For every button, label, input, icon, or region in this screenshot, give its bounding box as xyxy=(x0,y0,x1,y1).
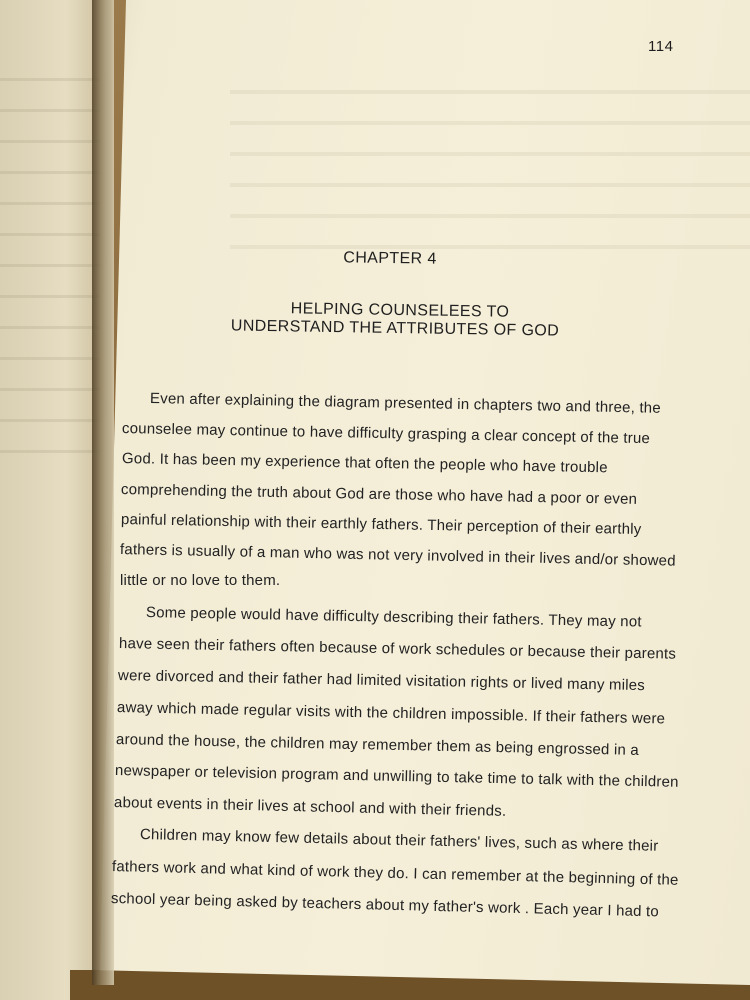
body-line: have seen their fathers often because of work schedules or because their parents xyxy=(118,635,677,663)
body-line: newspaper or television program and unwilling to take time to talk with the children xyxy=(114,762,679,791)
body-line: Even after explaining the diagram presented in chapters two and three, the xyxy=(149,390,662,417)
body-line: school year being asked by teachers about my father's work . Each year I had to xyxy=(110,890,660,921)
body-line: counselee may continue to have difficulty grasping a clear concept of the true xyxy=(121,420,651,448)
body-line: Some people would have difficulty describing their fathers. They may not xyxy=(145,604,642,631)
body-line: about events in their lives at school and with their friends. xyxy=(113,794,507,820)
body-line: God. It has been my experience that often the people who have trouble xyxy=(121,450,608,477)
body-line: painful relationship with their earthly fathers. Their perception of their earthly xyxy=(120,511,642,538)
body-line: little or no love to them. xyxy=(120,572,281,589)
body-line: fathers work and what kind of work they do. I can remember at the beginning of the xyxy=(111,858,679,889)
body-line: away which made regular visits with the children impossible. If their fathers were xyxy=(116,699,666,728)
body-line: fathers is usually of a man who was not very involved in their lives and/or showed xyxy=(119,541,676,570)
body-line: Children may know few details about their fathers' lives, such as where their xyxy=(139,826,659,855)
chapter-title-line-1: HELPING COUNSELEES TO xyxy=(290,300,510,321)
page-number: 114 xyxy=(648,38,674,55)
book-spine-shadow xyxy=(92,0,114,985)
body-line: were divorced and their father had limited visitation rights or lived many miles xyxy=(117,667,646,695)
body-line: comprehending the truth about God are those who have had a poor or even xyxy=(120,481,638,508)
bleed-through-text xyxy=(230,70,750,270)
chapter-heading: CHAPTER 4 xyxy=(343,249,437,268)
left-page-bleed-through xyxy=(0,60,100,460)
body-line: around the house, the children may remember them as being engrossed in a xyxy=(115,731,640,759)
chapter-title-line-2: UNDERSTAND THE ATTRIBUTES OF GOD xyxy=(230,317,560,340)
